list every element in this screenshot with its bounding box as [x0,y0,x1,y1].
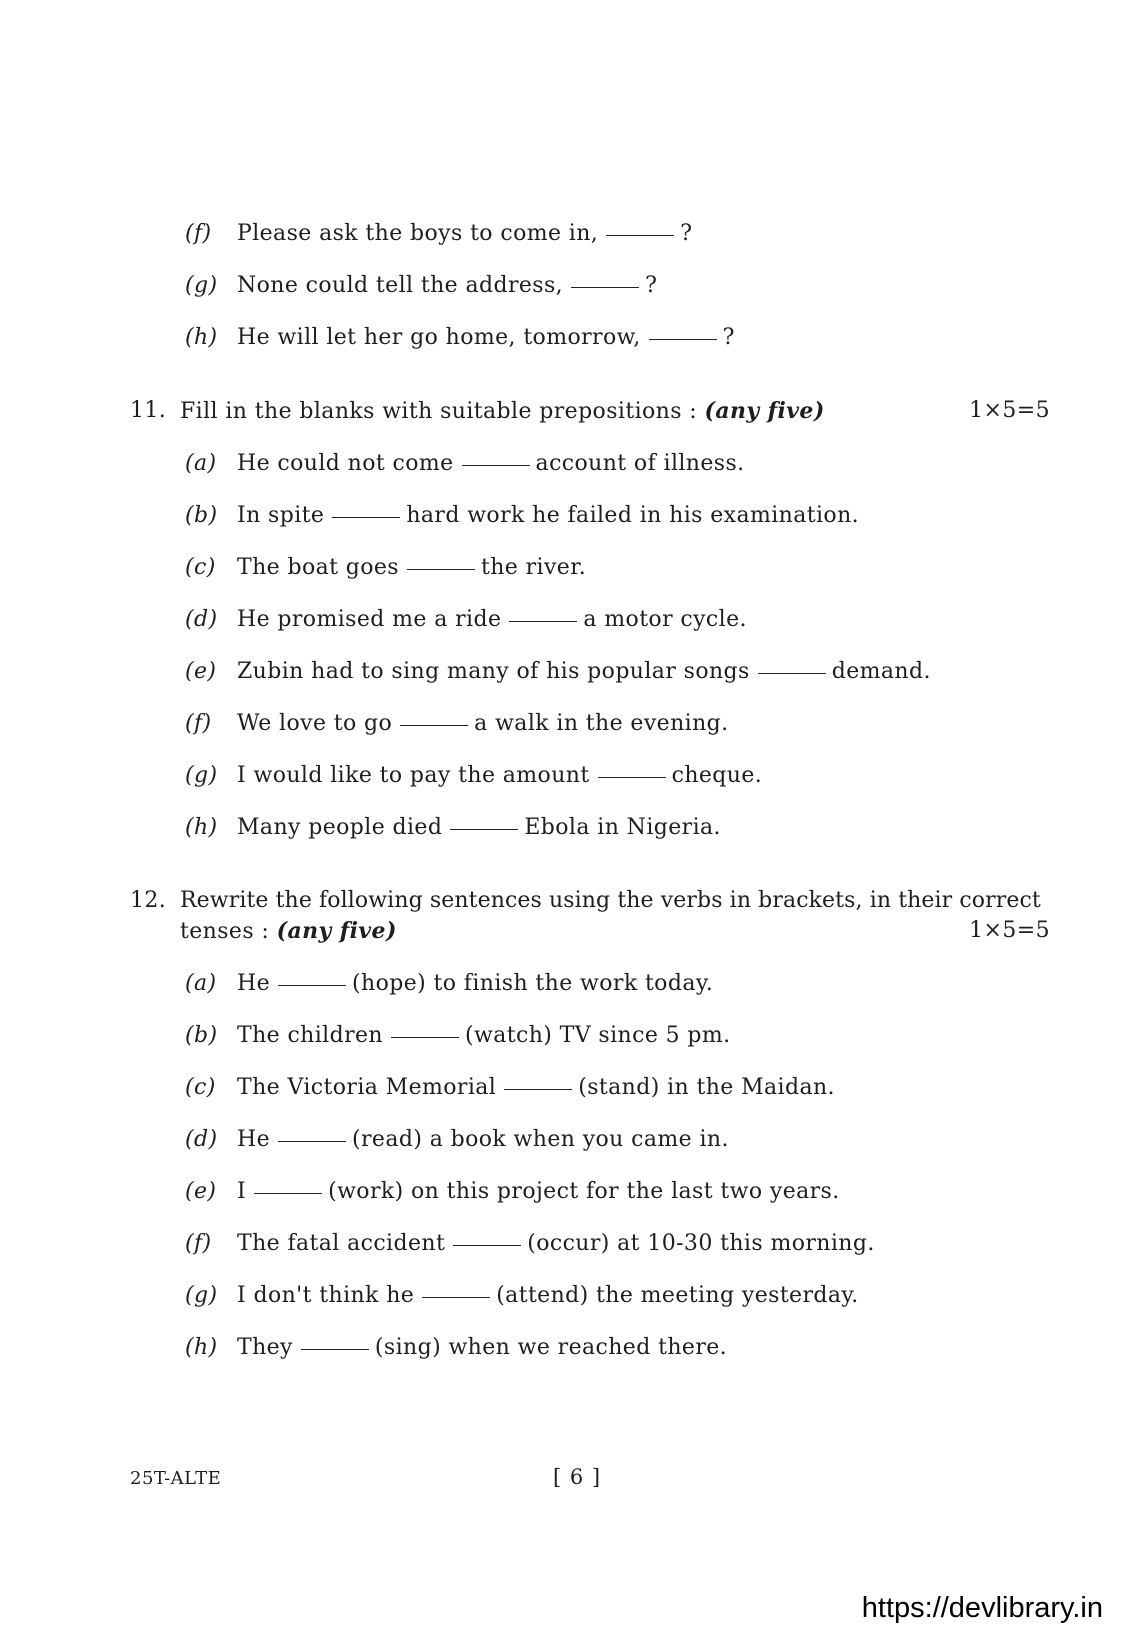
answer-blank [649,339,717,340]
question-text: Fill in the blanks with suitable prepositions : [180,399,698,424]
item-label: (f) [185,711,212,736]
item-label: (g) [185,763,218,788]
question-number: 12. [130,888,167,913]
item-label: (h) [185,815,218,840]
item-label: (h) [185,1335,218,1360]
item-label: (c) [185,555,216,580]
item-text: None could tell the address, [237,273,564,298]
answer-blank [422,1297,490,1298]
item-label: (h) [185,325,218,350]
answer-blank [571,287,639,288]
item-text: Many people died [237,815,443,840]
item-text: In spite [237,503,325,528]
item-label: (d) [185,607,218,632]
item-label: (b) [185,503,218,528]
answer-blank [332,517,400,518]
item-label: (e) [185,659,217,684]
item-text-end: hard work he failed in his examination. [406,503,860,528]
item-text-end: demand. [831,659,931,684]
item-text-end: ? [645,273,658,298]
watermark-url: https://devlibrary.in [861,1592,1103,1624]
item-text: He [237,1127,271,1152]
item-text-end: (hope) to finish the work today. [352,971,714,996]
answer-blank [453,1245,521,1246]
item-text: They [237,1335,293,1360]
answer-blank [301,1349,369,1350]
answer-blank [278,985,346,986]
item-label: (g) [185,1283,218,1308]
answer-blank [407,569,475,570]
item-text: The Victoria Memorial [237,1075,497,1100]
item-text-end: ? [680,221,693,246]
item-text-end: (sing) when we reached there. [374,1335,728,1360]
item-text-end: a walk in the evening. [474,711,729,736]
item-label: (b) [185,1023,218,1048]
answer-blank [391,1037,459,1038]
question-number: 11. [130,398,167,423]
answer-blank [278,1141,346,1142]
item-text: The fatal accident [237,1231,446,1256]
item-text: He will let her go home, tomorrow, [237,325,641,350]
item-text: I [237,1179,247,1204]
item-text-end: a motor cycle. [583,607,747,632]
item-text: The children [237,1023,384,1048]
item-label: (g) [185,273,218,298]
question-text-line-1: Rewrite the following sentences using the verbs in brackets, in their correct [180,888,1041,913]
item-text: He [237,971,271,996]
item-text-end: (stand) in the Maidan. [578,1075,835,1100]
item-text: He could not come [237,451,454,476]
question-12 [130,886,1050,948]
question-qualifier: (any five) [704,398,825,424]
item-text-end: (read) a book when you came in. [352,1127,729,1152]
answer-blank [254,1193,322,1194]
item-label: (d) [185,1127,218,1152]
item-label: (f) [185,1231,212,1256]
item-text: Please ask the boys to come in, [237,221,599,246]
item-text-end: (attend) the meeting yesterday. [496,1283,859,1308]
answer-blank [462,465,530,466]
item-text: He promised me a ride [237,607,502,632]
answer-blank [504,1089,572,1090]
item-label: (e) [185,1179,217,1204]
answer-blank [450,829,518,830]
question-qualifier: (any five) [276,918,397,944]
item-text-end: (occur) at 10-30 this morning. [527,1231,875,1256]
item-text-end: ? [722,325,735,350]
paper-code: 25T-ALTE [130,1468,222,1489]
question-marks: 1×5=5 [969,398,1050,423]
item-label: (a) [185,971,217,996]
item-label: (c) [185,1075,216,1100]
question-marks: 1×5=5 [969,918,1050,943]
item-text: I don't think he [237,1283,415,1308]
item-label: (f) [185,221,212,246]
item-text: Zubin had to sing many of his popular songs [237,659,750,684]
item-text-end: account of illness. [535,451,745,476]
page-number: [ 6 ] [553,1465,602,1489]
answer-blank [598,777,666,778]
answer-blank [509,621,577,622]
answer-blank [606,235,674,236]
item-text: We love to go [237,711,393,736]
item-text-end: (work) on this project for the last two years. [328,1179,840,1204]
item-text: I would like to pay the amount [237,763,590,788]
item-text-end: Ebola in Nigeria. [524,815,721,840]
item-text-end: (watch) TV since 5 pm. [465,1023,731,1048]
item-label: (a) [185,451,217,476]
question-text-line-2: tenses : [180,919,270,944]
answer-blank [758,673,826,674]
item-text-end: the river. [480,555,587,580]
item-text-end: cheque. [671,763,763,788]
item-text: The boat goes [237,555,399,580]
answer-blank [400,725,468,726]
